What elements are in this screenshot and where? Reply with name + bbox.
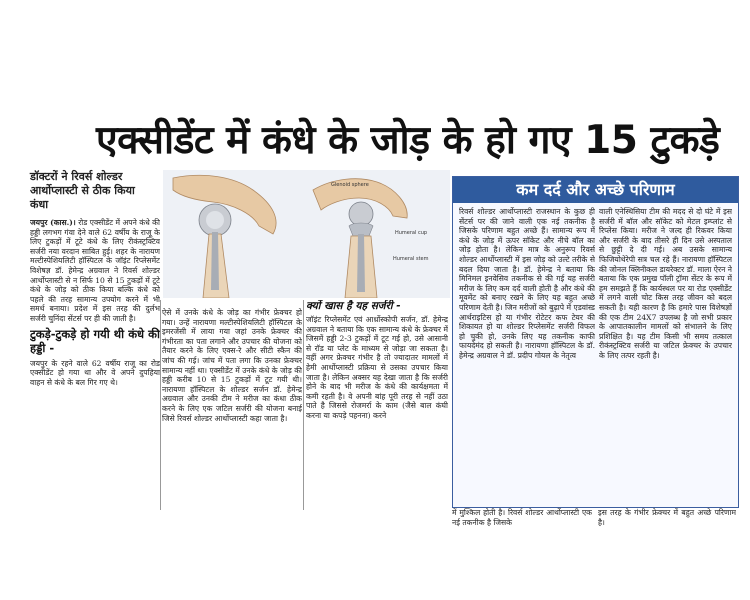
box-title: कम दर्द और अच्छे परिणाम: [453, 177, 738, 203]
headline: एक्सीडेंट में कंधे के जोड़ के हो गए 15 टुकड़े: [96, 118, 720, 163]
column2-body: ऐसे में उनके कंधे के जोड़ का गंभीर फ्रेक्चर हो गया। उन्हें नारायणा मल्टीस्पेशियलिटी हॉस्पिटल के इमरजेंसी में लाया गया जहां उनके फ्रेक्चर की गंभीरता का पता लगाने और उपचार की योजना को तैयार करने के लिए एक्स-रे और सीटी स्कैन की जांच की गई। जांच में पता लगा कि उनका फ्रेक्चर सामान्य नहीं था। एक्सीडेंट में उनके कंधे के जोड़ की हड्डी करीब 10 से 15 टुकड़ों में टूट गयी थी। नारायणा हॉस्पिटल के शोल्डर सर्जन डॉ. हेमेन्द्र अग्रवाल और उनकी टीम ने मरीज का कंधा ठीक करने के लिए एक जटिल सर्जरी की योजना बनाई जिसे रिवर्स शोल्डर आर्थोप्लास्टी कहा जाता है।: [162, 308, 302, 423]
article-column-1: [30, 218, 160, 511]
shoulder-implant-illustration: [163, 170, 450, 298]
intro-paragraph: [30, 218, 160, 324]
article-column-2: [162, 308, 302, 508]
section-heading-why: क्यों खास है यह सर्जरी -: [306, 300, 401, 312]
column1-body: जयपुर के रहने वाले 62 वर्षीय राजू का रोड एक्सीडेंट हो गया था और वे अपने दुपहिया वाहन से कंधे के बल गिर गए थे।: [30, 358, 160, 387]
figure-label-stem: Humeral stem: [393, 256, 429, 262]
box-column-right: [599, 207, 732, 497]
column-divider: [303, 300, 304, 510]
dateline: जयपुर (कास.)।: [30, 218, 76, 227]
article-column-3: [306, 300, 448, 512]
tail-text-left: [452, 508, 592, 527]
box-left-text: रिवर्स शोल्डर आर्थोप्लास्टी राजस्थान के कुछ ही सेंटर्स पर की जाने वाली एक नई तकनीक है जिसके परिणाम बहुत अच्छे हैं। सामान्य रूप में कंधे के जोड़ में ऊपर सॉकेट और नीचे बॉल का जोड़ होता है। लेकिन मात्र के अनुरूप रिवर्स शोल्डर आर्थोप्लास्टी में इस जोड़ को उल्टे तरीके से बदल दिया जाता है। डॉ. हेमेन्द्र ने बताया कि मिनिमल इनवेसिव तकनीक से की गई यह सर्जरी मरीज के लिए कम दर्द वाली होती है और कंधे की मूवमेंट को बनाए रखने के लिए यह बहुत अच्छे परिणाम देती है। जिन मरीजों को बुढ़ापे में एडवांस्ड आर्थराइटिस हो या गंभीर रोटेटर कफ टेयर की शिकायत हो या शोल्डर रिप्लेसमेंट सर्जरी विफल हो चुकी हो, उनके लिए यह तकनीक काफी फायदेमंद हो सकती है। नारायणा हॉस्पिटल के डॉ. हेमेन्द्र अग्रवाल ने डॉ. प्रदीप गोयल के नेतृत्व: [459, 207, 595, 360]
subheadline: डॉक्टरों ने रिवर्स शोल्डर आर्थोप्लास्टी से ठीक किया कंधा: [30, 170, 135, 211]
figure-label-cup: Humeral cup: [395, 230, 428, 236]
column-divider: [160, 300, 161, 510]
box-column-left: [459, 207, 595, 497]
tail-text-right: [598, 508, 736, 527]
intro-text: रोड एक्सीडेंट में अपने कंधे की हड्डी लगभग गंवा देने वाले 62 वर्षीय के राजू के लिए टुकड़ों में टूटे कंधे के लिए रीकंस्ट्रक्टिव सर्जरी नया वरदान साबित हुई। शहर के नारायण मल्टीस्पेशियलिटी हॉस्पिटल के जॉइंट रिप्लेसमेंट विशेषज्ञ डॉ. हेमेन्द्र अग्रवाल ने रिवर्स शोल्डर आर्थोप्लास्टी से न सिर्फ 10 से 15 टुकड़ों में टूटे कंधे के जोड़ को ठीक किया बल्कि कंधे को पहले की तरह सामान्य उपयोग करने में भी समर्थ बनाया। प्रदेश में इस तरह की दुर्लभ सर्जरी चुनिंदा सेंटर्स पर ही की जाती है।: [30, 218, 160, 323]
section-heading-bone: टुकड़े-टुकड़े हो गयी थी कंधे की हड्डी -: [30, 326, 160, 355]
figure-label-glenoid: Glenoid sphere: [331, 182, 369, 188]
box-right-text: वाली एनेस्थिसिया टीम की मदद से दो घंटे में इस सर्जरी में बॉल और सॉकेट को मेटल इम्प्लांट से रिप्लेस किया। मरीज ने जल्द ही रिकवर किया और सर्जरी के बाद तीसरे ही दिन उसे अस्पताल से छुट्टी दे दी गई। अब उसके सामान्य फिजियोथेरेपी सत्र चल रहे हैं। नारायणा हॉस्पिटल की जोनल क्लिनीकल डायरेक्टर डॉ. माला ऐरन ने बताया कि एक प्रमुख पॉली ट्रॉमा सेंटर के रूप में हम समझते हैं कि कार्यस्थल पर या रोड एक्सीडेंट में लगने वाली चोट किस तरह जीवन को बदल सकती है। यही कारण है कि हमारे पास विशेषज्ञों की एक टीम 24X7 उपलब्ध है जो सभी प्रकार के आपातकालीन मामलों को संभालने के लिए प्रशिक्षित है। यह टीम किसी भी समय तत्काल रीकंस्ट्रक्टिव सर्जरी या जटिल फ्रेक्चर के उपचार के लिए तत्पर रहती है।: [599, 207, 732, 360]
sidebar-box: [452, 176, 739, 508]
tail-left-text: में मुश्किल होती है। रिवर्स शोल्डर आर्थोप्लास्टी एक नई तकनीक है जिसके: [452, 508, 592, 527]
column3-body: जॉइंट रिप्लेसमेंट एवं आर्थ्रोस्कोपी सर्जन, डॉ. हेमेन्द्र अग्रवाल ने बताया कि एक सामान्य कंधे के फ्रेक्चर में जिसमें हड्डी 2-3 टुकड़ों में टूट गई हो, उसे आसानी से रॉड या प्लेट के माध्यम से जोड़ा जा सकता है। वहीं अगर फ्रेक्चर गंभीर है तो ज्यादातर मामलों में हेमी आर्थोप्लास्टी प्रक्रिया से उसका उपचार किया जाता है। लेकिन अक्सर यह देखा जाता है कि सर्जरी होने के बाद भी मरीज के कंधे की कार्यक्षमता में कमी रहती है। वे अपनी बांह पूरी तरह से नहीं उठा पाते है जिससे रोजमर्रा के काम (जैसे बाल कंघी करना या कपड़े पहनना) करने: [306, 315, 448, 420]
tail-right-text: इस तरह के गंभीर फ्रेक्चर में बहुत अच्छे परिणाम है।: [598, 508, 736, 527]
